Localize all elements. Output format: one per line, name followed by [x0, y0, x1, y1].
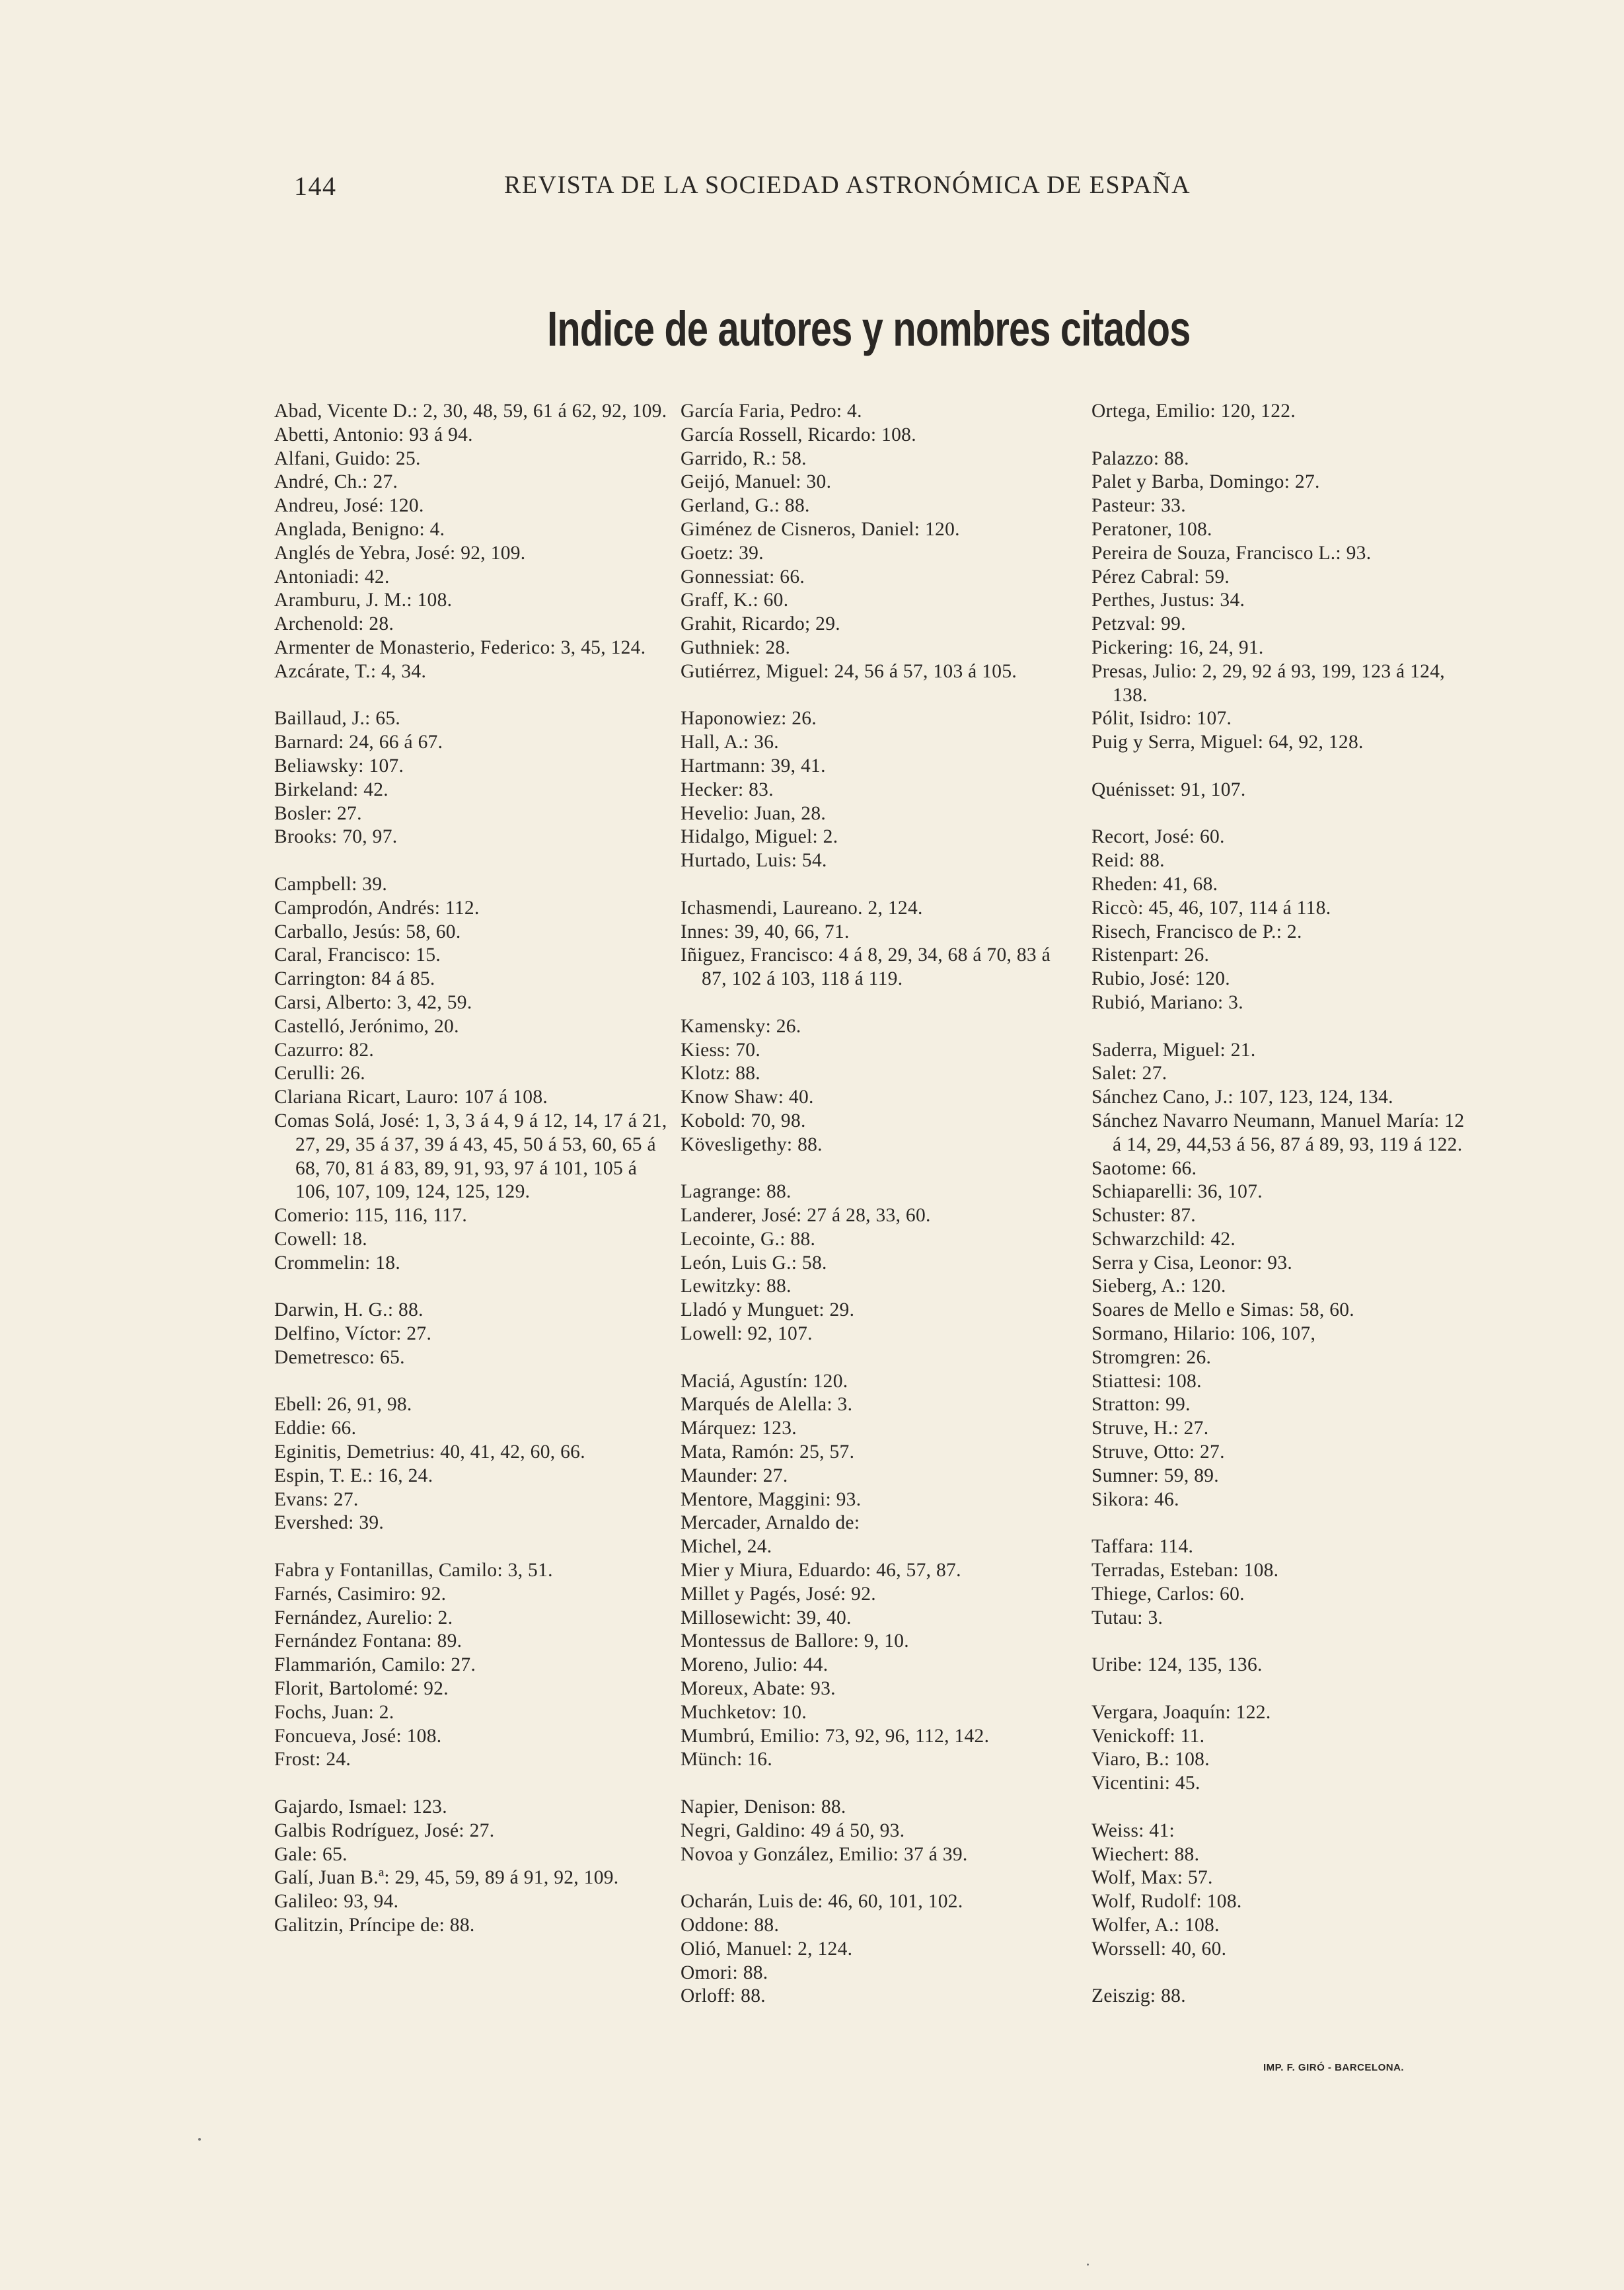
index-entry: Ichasmendi, Laureano. 2, 124.: [681, 897, 923, 919]
index-entry: Anglada, Benigno: 4.: [274, 518, 445, 540]
index-entry: Eginitis, Demetrius: 40, 41, 42, 60, 66.: [274, 1441, 585, 1463]
index-entry: Struve, Otto: 27.: [1091, 1441, 1225, 1463]
index-entry: Omori: 88.: [681, 1962, 768, 1983]
index-entry: Florit, Bartolomé: 92.: [274, 1678, 449, 1700]
index-entry: Palet y Barba, Domingo: 27.: [1091, 471, 1320, 493]
index-entry: Perthes, Justus: 34.: [1091, 590, 1245, 611]
index-entry: Pereira de Souza, Francisco L.: 93.: [1091, 542, 1372, 564]
index-entry: Stiattesi: 108.: [1091, 1370, 1202, 1392]
index-entry: Taffara: 114.: [1091, 1536, 1194, 1558]
index-entry: Maciá, Agustín: 120.: [681, 1370, 848, 1392]
index-entry: Andreu, José: 120.: [274, 495, 424, 517]
index-entry: Brooks: 70, 97.: [274, 826, 398, 848]
index-entry: Cerulli: 26.: [274, 1063, 365, 1085]
index-letter-group: [274, 1559, 671, 1772]
index-letter-group: [274, 1393, 671, 1535]
index-entry: Bosler: 27.: [274, 802, 362, 824]
index-letter-group: [681, 1180, 1077, 1346]
index-entry: Graff, K.: 60.: [681, 590, 789, 611]
index-entry: Geijó, Manuel: 30.: [681, 471, 832, 493]
index-letter-group: [1091, 400, 1475, 424]
index-entry: Gutiérrez, Miguel: 24, 56 á 57, 103 á 105.: [681, 660, 1017, 682]
index-entry: Gajardo, Ismael: 123.: [274, 1796, 447, 1818]
index-entry: Haponowiez: 26.: [681, 708, 817, 730]
index-entry: Gale: 65.: [274, 1843, 348, 1865]
index-entry: Lladó y Munguet: 29.: [681, 1299, 855, 1321]
index-entry: Gerland, G.: 88.: [681, 495, 810, 517]
index-letter-group: [1091, 1985, 1475, 2008]
index-entry: Márquez: 123.: [681, 1418, 797, 1439]
index-letter-group: [1091, 1535, 1475, 1630]
index-letter-group: [1091, 779, 1475, 802]
index-entry: Darwin, H. G.: 88.: [274, 1299, 424, 1321]
index-entry: Pólit, Isidro: 107.: [1091, 708, 1232, 730]
index-entry: Ristenpart: 26.: [1091, 944, 1210, 966]
index-entry: Sánchez Navarro Neumann, Manuel María: 12 á 14, 29, 44,53 á 56, 87 á 89, 93, 119 á 122.: [1091, 1110, 1465, 1155]
page-header: [294, 171, 1272, 210]
index-entry: Anglés de Yebra, José: 92, 109.: [274, 542, 526, 564]
index-entry: Evershed: 39.: [274, 1512, 385, 1534]
index-entry: Wolf, Max: 57.: [1091, 1867, 1213, 1889]
index-entry: Delfino, Víctor: 27.: [274, 1323, 432, 1345]
index-entry: Serra y Cisa, Leonor: 93.: [1091, 1252, 1293, 1274]
index-letter-group: [681, 400, 1077, 684]
index-entry: Schuster: 87.: [1091, 1205, 1196, 1227]
index-entry: León, Luis G.: 58.: [681, 1252, 827, 1274]
index-entry: Galí, Juan B.ª: 29, 45, 59, 89 á 91, 92, 109.: [274, 1867, 619, 1889]
index-entry: Wolf, Rudolf: 108.: [1091, 1891, 1242, 1913]
index-entry: Kamensky: 26.: [681, 1015, 801, 1037]
index-entry: Risech, Francisco de P.: 2.: [1091, 921, 1302, 942]
index-letter-group: [681, 1370, 1077, 1773]
index-entry: García Rossell, Ricardo: 108.: [681, 424, 916, 445]
index-entry: Frost: 24.: [274, 1749, 351, 1771]
index-entry: Reid: 88.: [1091, 850, 1165, 872]
index-entry: Crommelin: 18.: [274, 1252, 401, 1274]
index-entry: Maunder: 27.: [681, 1465, 788, 1486]
index-entry: Galileo: 93, 94.: [274, 1891, 399, 1913]
index-entry: Baillaud, J.: 65.: [274, 708, 401, 730]
index-entry: Comas Solá, José: 1, 3, 3 á 4, 9 á 12, 14, 17 á 21, 27, 29, 35 á 37, 39 á 43, 45, 50 á 53, 60, 65 á 68, 70, 81 á 83, 89, 91, 93, 97 á 101, 105 á 106, 107, 109, 124, 125, 129.: [274, 1110, 667, 1203]
index-entry: Sormano, Hilario: 106, 107,: [1091, 1323, 1316, 1345]
index-letter-group: [681, 897, 1077, 991]
index-entry: Puig y Serra, Miguel: 64, 92, 128.: [1091, 732, 1364, 753]
index-letter-group: [274, 400, 671, 684]
index-entry: André, Ch.: 27.: [274, 471, 398, 493]
index-entry: Kobold: 70, 98.: [681, 1110, 806, 1131]
index-entry: Caral, Francisco: 15.: [274, 944, 441, 966]
index-entry: Weiss: 41:: [1091, 1819, 1175, 1841]
index-entry: Giménez de Cisneros, Daniel: 120.: [681, 518, 960, 540]
index-entry: Mentore, Maggini: 93.: [681, 1488, 862, 1510]
index-entry: Rubió, Mariano: 3.: [1091, 991, 1243, 1013]
index-entry: Terradas, Esteban: 108.: [1091, 1560, 1279, 1582]
index-entry: Campbell: 39.: [274, 873, 388, 895]
index-entry: Hevelio: Juan, 28.: [681, 802, 827, 824]
index-entry: Abetti, Antonio: 93 á 94.: [274, 424, 473, 445]
index-entry: Castelló, Jerónimo, 20.: [274, 1015, 459, 1037]
index-entry: Sikora: 46.: [1091, 1488, 1179, 1510]
index-entry: Beliawsky: 107.: [274, 755, 404, 777]
index-entry: Mercader, Arnaldo de:: [681, 1512, 860, 1534]
index-entry: Fernández, Aurelio: 2.: [274, 1607, 453, 1628]
index-entry: Guthniek: 28.: [681, 636, 791, 658]
index-entry: Petzval: 99.: [1091, 613, 1186, 635]
index-entry: Quénisset: 91, 107.: [1091, 779, 1246, 800]
index-entry: Struve, H.: 27.: [1091, 1418, 1209, 1439]
index-entry: Antoniadi: 42.: [274, 566, 390, 588]
index-entry: Fernández Fontana: 89.: [274, 1630, 462, 1652]
index-letter-group: [1091, 1819, 1475, 1962]
index-entry: Rheden: 41, 68.: [1091, 873, 1218, 895]
index-entry: Aramburu, J. M.: 108.: [274, 590, 453, 611]
index-entry: Lecointe, G.: 88.: [681, 1228, 816, 1250]
index-column-2: [681, 400, 1077, 2032]
index-entry: Uribe: 124, 135, 136.: [1091, 1654, 1263, 1676]
index-letter-group: [274, 707, 671, 849]
index-entry: Sánchez Cano, J.: 107, 123, 124, 134.: [1091, 1087, 1393, 1108]
index-entry: Ocharán, Luis de: 46, 60, 101, 102.: [681, 1891, 963, 1913]
index-letter-group: [1091, 1654, 1475, 1677]
index-entry: Comerio: 115, 116, 117.: [274, 1205, 468, 1227]
index-entry: Alfani, Guido: 25.: [274, 447, 421, 469]
index-entry: Zeiszig: 88.: [1091, 1985, 1186, 2007]
index-entry: Schwarzchild: 42.: [1091, 1228, 1236, 1250]
index-entry: Palazzo: 88.: [1091, 447, 1189, 469]
index-entry: Moreno, Julio: 44.: [681, 1654, 829, 1676]
index-letter-group: [681, 707, 1077, 873]
index-letter-group: [1091, 447, 1475, 755]
index-entry: Espin, T. E.: 16, 24.: [274, 1465, 433, 1486]
index-entry: Stromgren: 26.: [1091, 1346, 1212, 1368]
index-entry: Hartmann: 39, 41.: [681, 755, 826, 777]
index-entry: Know Shaw: 40.: [681, 1087, 814, 1108]
index-entry: Mier y Miura, Eduardo: 46, 57, 87.: [681, 1560, 961, 1582]
index-entry: Ebell: 26, 91, 98.: [274, 1394, 412, 1416]
paper-speck: [1087, 2264, 1089, 2266]
index-entry: Camprodón, Andrés: 112.: [274, 897, 480, 919]
index-entry: Worssell: 40, 60.: [1091, 1938, 1227, 1960]
index-entry: Orloff: 88.: [681, 1985, 766, 2007]
index-entry: Azcárate, T.: 4, 34.: [274, 660, 427, 682]
index-entry: Foncueva, José: 108.: [274, 1725, 442, 1747]
index-entry: Fochs, Juan: 2.: [274, 1701, 394, 1723]
index-entry: Hall, A.: 36.: [681, 732, 779, 753]
index-entry: Riccò: 45, 46, 107, 114 á 118.: [1091, 897, 1331, 919]
running-title: REVISTA DE LA SOCIEDAD ASTRONÓMICA DE ESPAÑA: [504, 171, 1191, 199]
index-entry: Saotome: 66.: [1091, 1157, 1197, 1179]
index-entry: Soares de Mello e Simas: 58, 60.: [1091, 1299, 1354, 1321]
index-entry: Saderra, Miguel: 21.: [1091, 1039, 1256, 1061]
index-entry: Schiaparelli: 36, 107.: [1091, 1181, 1263, 1203]
index-entry: Mata, Ramón: 25, 57.: [681, 1441, 855, 1463]
printer-imprint: IMP. F. GIRÓ - BARCELONA.: [1263, 2062, 1405, 2073]
index-entry: Innes: 39, 40, 66, 71.: [681, 921, 850, 942]
index-letter-group: [681, 1796, 1077, 1866]
index-entry: Wiechert: 88.: [1091, 1843, 1200, 1865]
index-entry: Moreux, Abate: 93.: [681, 1678, 836, 1700]
index-entry: Carrington: 84 á 85.: [274, 968, 435, 990]
index-letter-group: [274, 1299, 671, 1369]
index-entry: Wolfer, A.: 108.: [1091, 1915, 1220, 1936]
index-entry: Millet y Pagés, José: 92.: [681, 1583, 876, 1605]
index-column-3: [1091, 400, 1475, 2032]
index-entry: Iñiguez, Francisco: 4 á 8, 29, 34, 68 á 70, 83 á 87, 102 á 103, 118 á 119.: [681, 944, 1051, 990]
index-entry: Hurtado, Luis: 54.: [681, 850, 827, 872]
index-entry: Landerer, José: 27 á 28, 33, 60.: [681, 1205, 931, 1227]
index-entry: Barnard: 24, 66 á 67.: [274, 732, 443, 753]
index-entry: Novoa y González, Emilio: 37 á 39.: [681, 1843, 968, 1865]
index-entry: Carsi, Alberto: 3, 42, 59.: [274, 991, 472, 1013]
index-entry: Stratton: 99.: [1091, 1394, 1191, 1416]
index-entry: Eddie: 66.: [274, 1418, 357, 1439]
index-letter-group: [681, 1890, 1077, 2008]
index-entry: Lagrange: 88.: [681, 1181, 792, 1203]
index-entry: Michel, 24.: [681, 1536, 772, 1558]
index-entry: Marqués de Alella: 3.: [681, 1394, 853, 1416]
page-number: 144: [294, 171, 337, 201]
index-entry: Pasteur: 33.: [1091, 495, 1186, 517]
index-entry: Goetz: 39.: [681, 542, 764, 564]
index-entry: Rubio, José: 120.: [1091, 968, 1230, 990]
index-entry: Millosewicht: 39, 40.: [681, 1607, 852, 1628]
index-entry: Vergara, Joaquín: 122.: [1091, 1701, 1271, 1723]
index-entry: Klotz: 88.: [681, 1063, 760, 1085]
index-entry: Cowell: 18.: [274, 1228, 367, 1250]
index-entry: Presas, Julio: 2, 29, 92 á 93, 199, 123 á 124, 138.: [1091, 660, 1445, 706]
index-entry: Fabra y Fontanillas, Camilo: 3, 51.: [274, 1560, 553, 1582]
index-entry: Hidalgo, Miguel: 2.: [681, 826, 838, 848]
index-entry: Recort, José: 60.: [1091, 826, 1225, 848]
index-letter-group: [1091, 825, 1475, 1014]
index-entry: Pérez Cabral: 59.: [1091, 566, 1230, 588]
index-entry: Peratoner, 108.: [1091, 518, 1212, 540]
index-entry: Pickering: 16, 24, 91.: [1091, 636, 1264, 658]
index-entry: Kövesligethy: 88.: [681, 1133, 823, 1155]
index-entry: Kiess: 70.: [681, 1039, 760, 1061]
index-entry: Galitzin, Príncipe de: 88.: [274, 1915, 475, 1936]
index-entry: Negri, Galdino: 49 á 50, 93.: [681, 1819, 905, 1841]
index-entry: Münch: 16.: [681, 1749, 773, 1771]
index-entry: Carballo, Jesús: 58, 60.: [274, 921, 461, 942]
index-column-1: [274, 400, 671, 1962]
index-entry: Farnés, Casimiro: 92.: [274, 1583, 447, 1605]
index-entry: Galbis Rodríguez, José: 27.: [274, 1819, 495, 1841]
index-entry: Thiege, Carlos: 60.: [1091, 1583, 1245, 1605]
index-entry: Clariana Ricart, Lauro: 107 á 108.: [274, 1087, 548, 1108]
index-entry: Cazurro: 82.: [274, 1039, 375, 1061]
index-entry: Armenter de Monasterio, Federico: 3, 45, 124.: [274, 636, 646, 658]
index-letter-group: [274, 1796, 671, 1938]
index-entry: Gonnessiat: 66.: [681, 566, 805, 588]
index-entry: Evans: 27.: [274, 1488, 359, 1510]
index-entry: Sieberg, A.: 120.: [1091, 1276, 1226, 1297]
index-entry: Oddone: 88.: [681, 1915, 780, 1936]
index-entry: Birkeland: 42.: [274, 779, 388, 800]
index-title: Indice de autores y nombres citados: [547, 301, 1191, 356]
index-letter-group: [1091, 1701, 1475, 1796]
index-entry: García Faria, Pedro: 4.: [681, 401, 862, 422]
index-entry: Flammarión, Camilo: 27.: [274, 1654, 476, 1676]
index-entry: Vicentini: 45.: [1091, 1773, 1200, 1794]
index-letter-group: [1091, 1039, 1475, 1512]
index-entry: Napier, Denison: 88.: [681, 1796, 846, 1818]
index-entry: Viaro, B.: 108.: [1091, 1749, 1210, 1771]
index-entry: Mumbrú, Emilio: 73, 92, 96, 112, 142.: [681, 1725, 990, 1747]
index-entry: Garrido, R.: 58.: [681, 447, 807, 469]
index-entry: Hecker: 83.: [681, 779, 774, 800]
index-entry: Ortega, Emilio: 120, 122.: [1091, 401, 1296, 422]
index-entry: Venickoff: 11.: [1091, 1725, 1205, 1747]
index-entry: Lewitzky: 88.: [681, 1276, 792, 1297]
index-entry: Archenold: 28.: [274, 613, 394, 635]
index-entry: Tutau: 3.: [1091, 1607, 1163, 1628]
index-entry: Lowell: 92, 107.: [681, 1323, 813, 1345]
index-entry: Grahit, Ricardo; 29.: [681, 613, 840, 635]
index-entry: Demetresco: 65.: [274, 1346, 405, 1368]
index-entry: Salet: 27.: [1091, 1063, 1167, 1085]
index-entry: Olió, Manuel: 2, 124.: [681, 1938, 853, 1960]
index-letter-group: [274, 873, 671, 1276]
paper-speck: [198, 2138, 201, 2141]
index-entry: Muchketov: 10.: [681, 1701, 807, 1723]
index-entry: Montessus de Ballore: 9, 10.: [681, 1630, 909, 1652]
index-letter-group: [681, 1015, 1077, 1157]
index-entry: Sumner: 59, 89.: [1091, 1465, 1219, 1486]
index-entry: Abad, Vicente D.: 2, 30, 48, 59, 61 á 62, 92, 109.: [274, 401, 667, 422]
